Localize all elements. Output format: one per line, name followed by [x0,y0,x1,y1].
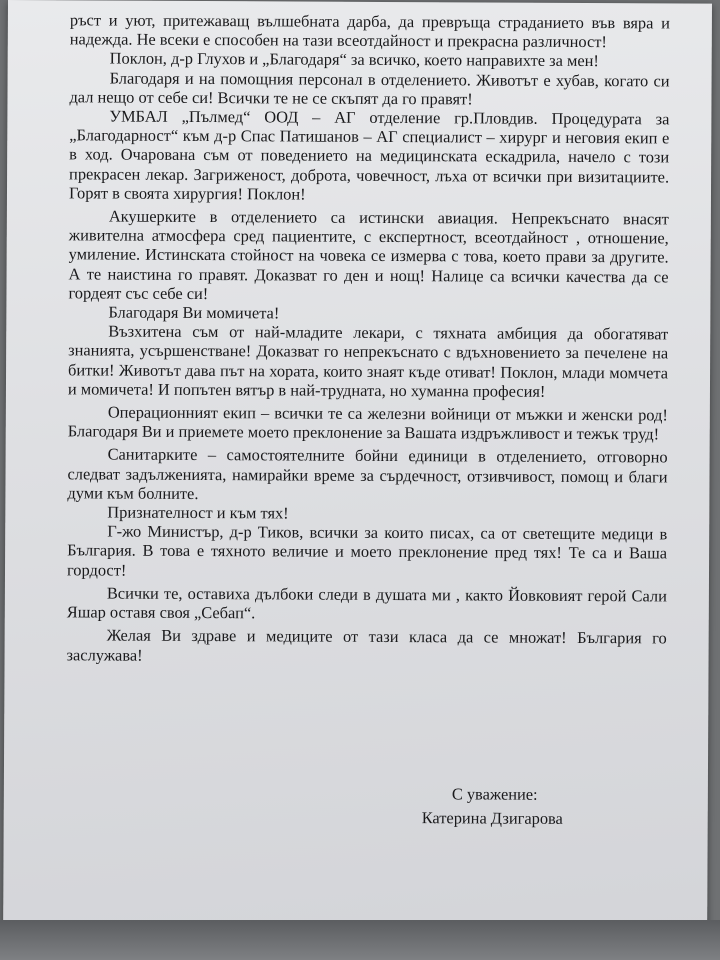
paragraph-minister: Г-жо Министър, д-р Тиков, всички за които писах, са от светещите медици в България. В това е тяхното величие и моето преклонение пред тях! Те са и Ваша гордост! [66,521,668,580]
closing-phrase: С уважение: [451,784,538,804]
signoff-block [412,782,563,831]
paragraph-thanks-gluhov: Поклон, д-р Глухов и „Благодаря“ за всичко, което направихте за мен! [109,48,599,71]
letter-body [67,10,670,667]
paragraph-midwives: Акушерките в отделението са истински авиация. Непрекъснато внасят живителна атмосфера сред пациентите, с експертност, всеотдайност , отношение, умиление. Истинската стойност на човека се измерва с това, което прави за другите. А те наистина го правят. Доказват го ден и нощ! Налице са всички качества да се гордеят със себе си! [68,206,669,303]
paragraph-gratitude: Признателност и към тях! [107,502,289,523]
paragraph-traces: Всички те, оставиха дълбоки следи в душата ми , както Йовковият герой Сали Яшар оставя своя „Себап“. [66,583,667,623]
paragraph-staff: Благодаря и на помощния персонал в отделението. Животът е хубав, когато си дал нещо от себе си! Всички те не се скъпят да го правят! [69,68,670,109]
paragraph-orderlies: Санитарките – самостоятелните бойни единици в отделението, отговорно следват задълженията, намирайки време за сърдечност, отзивчивост, помощ и благи думи към болните. [67,444,668,503]
paragraph-thanks-girls: Благодаря Ви момичета! [108,302,280,323]
signature-name: Катерина Дзигарова [421,808,563,828]
paragraph-hospital: УМБАЛ „Пълмед“ ООД – АГ отделение гр.Пловдив. Процедурата за „Благодарност“ към д-р Спас Патишанов – АГ специалист – хирург и неговия екип е в ход. Очарована съм от поведението на медицинската ескадрила, начело с този прекрасен лекар. Загриженост, доброта, човечност, лъха от всички при визитациите. Горят в своята хирургия! Поклон! [68,106,670,204]
paragraph-young-doctors: Възхитена съм от най-младите лекари, с тяхната амбиция да обогатяват знанията, усършенстване! Доказват го непрекъснато с вдъхновението за печелене на битки! Животът дава път на хората, които знаят къде отиват! Поклон, млади момчета и момичета! И попътен вятър в най-трудната, но хуманна професия! [67,321,669,401]
desk-surface [0,920,720,960]
paragraph-operating-team: Операционният екип – всички те са железни войници от мъжки и женски род! Благодаря Ви и приемете моето преклонение за Вашата издръжливост и тежък труд! [67,402,668,444]
paragraph-wishes: Желая Ви здраве и медиците от тази класа да се множат! България го заслужава! [66,625,667,665]
paragraph-continuation: ръст и уют, притежаващ вълшебната дарба, да превръща страданието във вяра и надежда. Не всеки е способен на тази всеотдайност и прекрасна различност! [69,10,670,52]
letter-page [3,0,712,952]
